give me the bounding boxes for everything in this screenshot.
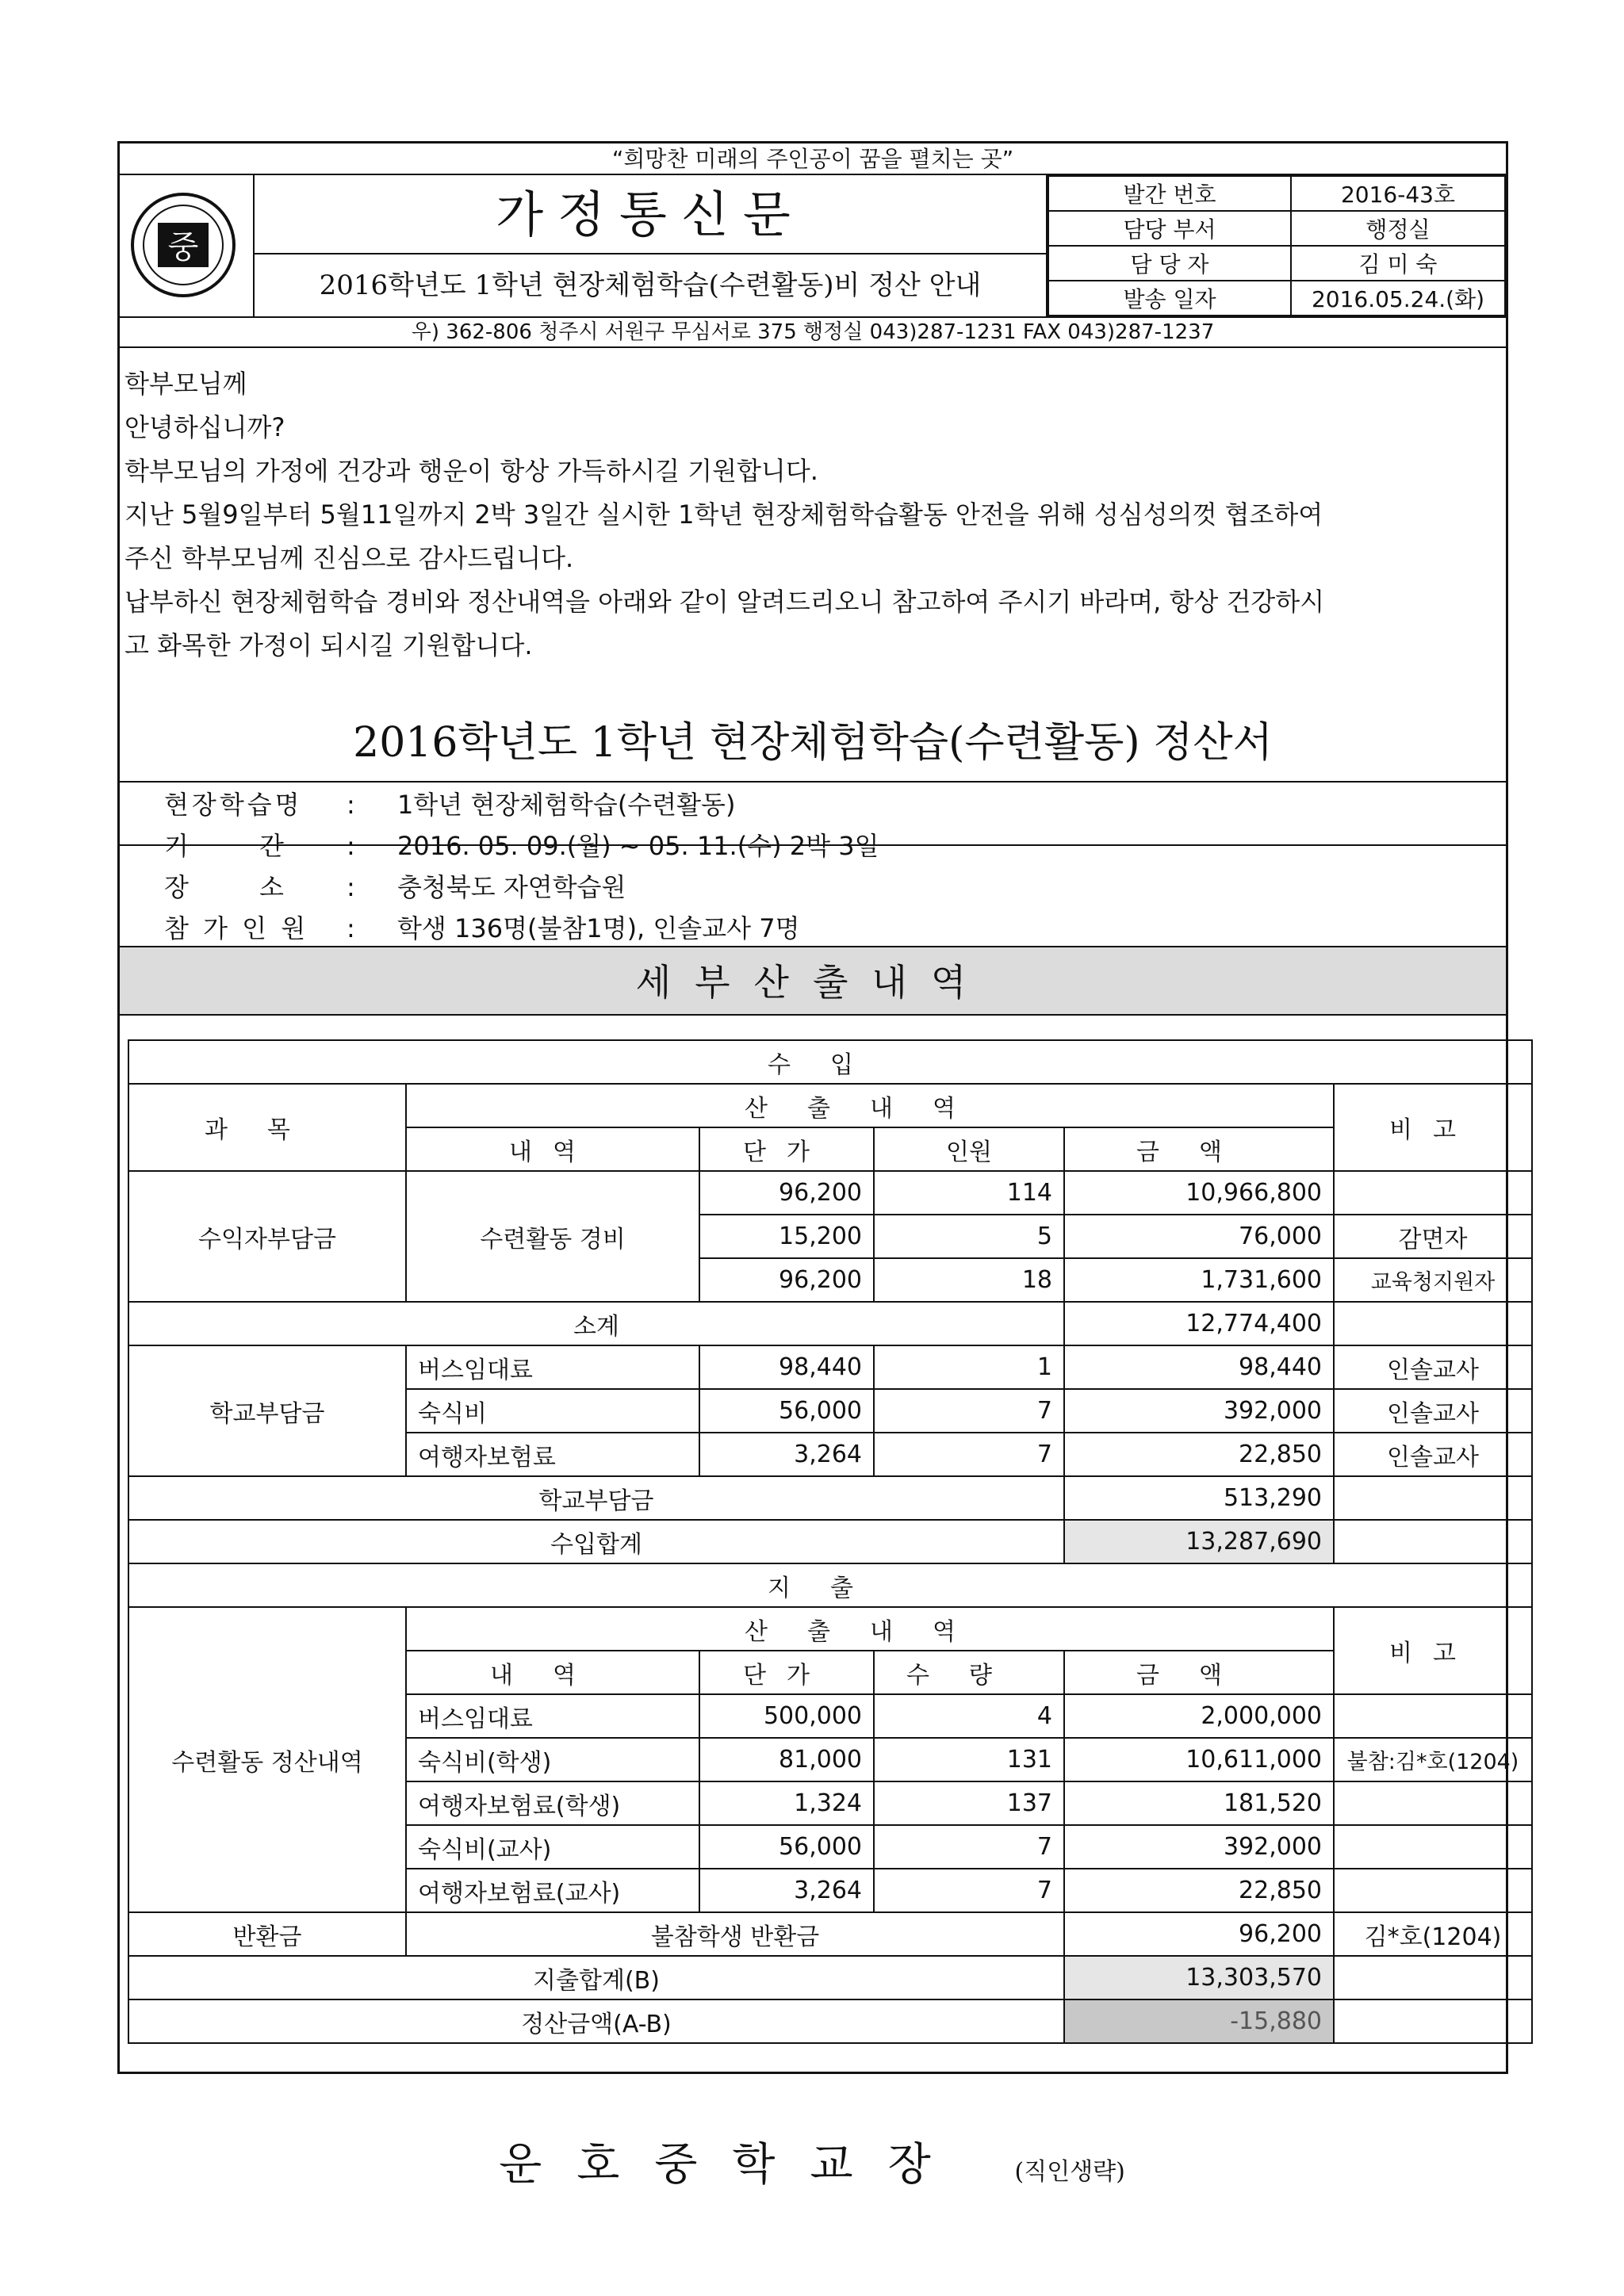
detail-row <box>164 784 1433 825</box>
letter-line: 고 화목한 가정이 되시길 기원합니다. <box>124 630 533 660</box>
col-header-item: 내역 <box>406 1651 699 1694</box>
amount-cell: 76,000 <box>1064 1215 1334 1258</box>
school-motto: “희망찬 미래의 주인공이 꿈을 펼치는 곳” <box>120 144 1506 175</box>
unit-cell: 96,200 <box>699 1171 874 1215</box>
note-cell <box>1334 1520 1532 1563</box>
unit-cell: 96,200 <box>699 1258 874 1302</box>
col-header-subject: 과목 <box>128 1084 406 1171</box>
amount-cell: 98,440 <box>1064 1345 1334 1389</box>
income-self-item: 수련활동 경비 <box>406 1171 699 1302</box>
info-row <box>1048 246 1505 281</box>
subtotal-row <box>128 1302 1532 1345</box>
qty-cell: 7 <box>874 1825 1064 1869</box>
refund-row <box>128 1912 1532 1956</box>
detail-value: 충청북도 자연학습원 <box>397 872 626 902</box>
trip-details <box>164 784 1433 949</box>
info-label: 담당 부서 <box>1048 211 1291 246</box>
unit-cell: 98,440 <box>699 1345 874 1389</box>
note-cell <box>1334 1781 1532 1825</box>
page-title: 가정통신문 <box>255 175 1046 254</box>
detail-row <box>164 825 1433 867</box>
table-row <box>128 1345 1532 1389</box>
info-value: 행정실 <box>1291 211 1505 246</box>
info-label: 담 당 자 <box>1048 246 1291 281</box>
unit-cell: 81,000 <box>699 1738 874 1781</box>
logo-cell <box>120 175 255 316</box>
detail-colon: : <box>347 913 355 943</box>
amount-cell: 392,000 <box>1064 1825 1334 1869</box>
note-cell <box>1334 1825 1532 1869</box>
col-header-amount: 금액 <box>1064 1651 1334 1694</box>
report-title: 2016학년도 1학년 현장체험학습(수련활동) 정산서 <box>120 703 1506 783</box>
subtotal-label: 소계 <box>128 1302 1064 1345</box>
info-row <box>1048 281 1505 316</box>
svg-text:중: 중 <box>167 229 199 266</box>
subtotal-row <box>128 1476 1532 1520</box>
col-header-qty: 수량 <box>874 1651 1064 1694</box>
item-cell: 여행자보험료(교사) <box>406 1869 699 1912</box>
refund-item: 불참학생 반환금 <box>406 1912 1064 1956</box>
letter-line: 납부하신 현장체험학습 경비와 정산내역을 아래와 같이 알려드리오니 참고하여 주시기 바라며, 항상 건강하시 <box>124 587 1325 617</box>
unit-cell: 15,200 <box>699 1215 874 1258</box>
amount-cell: 1,731,600 <box>1064 1258 1334 1302</box>
count-cell: 5 <box>874 1215 1064 1258</box>
detail-label: 장 소 <box>164 872 287 902</box>
col-header-calc: 산출내역 <box>406 1607 1334 1651</box>
col-header-note: 비고 <box>1334 1607 1532 1694</box>
total-row <box>128 1520 1532 1563</box>
note-cell <box>1334 1476 1532 1520</box>
detail-value: 학생 136명(불참1명), 인솔교사 7명 <box>397 913 800 943</box>
subtotal-amount: 12,774,400 <box>1064 1302 1334 1345</box>
document-frame <box>117 141 1519 2074</box>
issue-info-table <box>1048 175 1506 316</box>
item-cell: 숙식비 <box>406 1389 699 1433</box>
detail-row <box>164 908 1433 949</box>
detail-label: 참 가 인 원 <box>164 913 309 943</box>
settlement-row <box>128 1999 1532 2043</box>
col-header-item: 내역 <box>406 1127 699 1171</box>
letter-line: 안녕하십니까? <box>124 412 285 442</box>
income-self-group: 수익자부담금 <box>128 1171 406 1302</box>
letter-line: 주신 학부모님께 진심으로 감사드립니다. <box>124 543 574 573</box>
refund-amount: 96,200 <box>1064 1912 1334 1956</box>
count-cell: 7 <box>874 1389 1064 1433</box>
item-cell: 여행자보험료 <box>406 1433 699 1476</box>
col-header-unit: 단가 <box>699 1651 874 1694</box>
count-cell: 7 <box>874 1433 1064 1476</box>
page-subtitle: 2016학년도 1학년 현장체험학습(수련활동)비 정산 안내 <box>319 270 982 301</box>
col-header-note: 비고 <box>1334 1084 1532 1171</box>
item-cell: 버스임대료 <box>406 1345 699 1389</box>
item-cell: 숙식비(학생) <box>406 1738 699 1781</box>
principal-signature <box>0 2130 1624 2193</box>
item-cell: 버스임대료 <box>406 1694 699 1738</box>
detail-label: 기 간 <box>164 831 287 861</box>
school-total-amount: 513,290 <box>1064 1476 1334 1520</box>
letter-line: 지난 5월9일부터 5월11일까지 2박 3일간 실시한 1학년 현장체험학습활동 안전을 위해 성심성의껏 협조하여 <box>124 499 1323 530</box>
school-total-label: 학교부담금 <box>128 1476 1064 1520</box>
note-cell: 인솔교사 <box>1334 1433 1532 1476</box>
letter-line: 학부모님의 가정에 건강과 행운이 항상 가득하시길 기원합니다. <box>124 456 818 486</box>
header <box>120 175 1506 318</box>
amount-cell: 181,520 <box>1064 1781 1334 1825</box>
expense-group: 수련활동 정산내역 <box>128 1607 406 1912</box>
col-header-unit: 단가 <box>699 1127 874 1171</box>
settlement-table <box>128 1039 1533 2044</box>
detail-value: 2016. 05. 09.(월) ~ 05. 11.(수) 2박 3일 <box>397 831 879 861</box>
note-cell: 인솔교사 <box>1334 1389 1532 1433</box>
detail-value: 1학년 현장체험학습(수련활동) <box>397 790 736 820</box>
count-cell: 18 <box>874 1258 1064 1302</box>
letter-greeting: 학부모님께 <box>124 369 247 399</box>
info-value: 2016-43호 <box>1291 176 1505 211</box>
item-cell: 숙식비(교사) <box>406 1825 699 1869</box>
note-cell: 감면자 <box>1334 1215 1532 1258</box>
income-section-title: 수입 <box>128 1040 1532 1084</box>
section-title: 세부산출내역 <box>120 946 1506 1016</box>
amount-cell: 22,850 <box>1064 1433 1334 1476</box>
col-header-amount: 금액 <box>1064 1127 1334 1171</box>
unit-cell: 56,000 <box>699 1825 874 1869</box>
note-cell <box>1334 1999 1532 2043</box>
col-header-calc: 산출내역 <box>406 1084 1334 1127</box>
principal-name: 운호중학교장 <box>499 2139 966 2191</box>
amount-cell: 10,611,000 <box>1064 1738 1334 1781</box>
detail-colon: : <box>347 831 355 861</box>
seal-note: (직인생략) <box>1014 2158 1125 2186</box>
info-row <box>1048 176 1505 211</box>
info-value: 2016.05.24.(화) <box>1291 281 1505 316</box>
expense-total-label: 지출합계(B) <box>128 1956 1064 1999</box>
info-label: 발간 번호 <box>1048 176 1291 211</box>
note-cell <box>1334 1171 1532 1215</box>
item-cell: 여행자보험료(학생) <box>406 1781 699 1825</box>
detail-colon: : <box>347 872 355 902</box>
note-cell <box>1334 1869 1532 1912</box>
amount-cell: 10,966,800 <box>1064 1171 1334 1215</box>
detail-row <box>164 867 1433 908</box>
amount-cell: 22,850 <box>1064 1869 1334 1912</box>
table-row <box>128 1171 1532 1215</box>
unit-cell: 56,000 <box>699 1389 874 1433</box>
total-row <box>128 1956 1532 1999</box>
note-cell: 교육청지원자 <box>1334 1258 1532 1302</box>
expense-total-amount: 13,303,570 <box>1064 1956 1334 1999</box>
expense-section-title: 지출 <box>128 1563 1532 1607</box>
detail-label: 현장학습명 <box>164 790 303 820</box>
settlement-label: 정산금액(A-B) <box>128 1999 1064 2043</box>
school-address: 우) 362-806 청주시 서원구 무심서로 375 행정실 043)287-1231 FAX 043)287-1237 <box>120 318 1506 348</box>
info-label: 발송 일자 <box>1048 281 1291 316</box>
detail-colon: : <box>347 790 355 820</box>
note-cell <box>1334 1302 1532 1345</box>
count-cell: 1 <box>874 1345 1064 1389</box>
note-cell: 인솔교사 <box>1334 1345 1532 1389</box>
school-logo <box>128 189 239 300</box>
settlement-amount: -15,880 <box>1064 1999 1334 2043</box>
note-cell: 불참:김*호(1204) <box>1334 1738 1532 1781</box>
amount-cell: 2,000,000 <box>1064 1694 1334 1738</box>
amount-cell: 392,000 <box>1064 1389 1334 1433</box>
refund-label: 반환금 <box>128 1912 406 1956</box>
income-total-label: 수입합계 <box>128 1520 1064 1563</box>
unit-cell: 500,000 <box>699 1694 874 1738</box>
unit-cell: 1,324 <box>699 1781 874 1825</box>
refund-note: 김*호(1204) <box>1334 1912 1532 1956</box>
col-header-count: 인원 <box>874 1127 1064 1171</box>
qty-cell: 137 <box>874 1781 1064 1825</box>
qty-cell: 131 <box>874 1738 1064 1781</box>
note-cell <box>1334 1694 1532 1738</box>
info-row <box>1048 211 1505 246</box>
note-cell <box>1334 1956 1532 1999</box>
unit-cell: 3,264 <box>699 1433 874 1476</box>
count-cell: 114 <box>874 1171 1064 1215</box>
title-cell <box>255 175 1048 316</box>
info-value: 김 미 숙 <box>1291 246 1505 281</box>
income-total-amount: 13,287,690 <box>1064 1520 1334 1563</box>
qty-cell: 7 <box>874 1869 1064 1912</box>
qty-cell: 4 <box>874 1694 1064 1738</box>
income-school-group: 학교부담금 <box>128 1345 406 1476</box>
unit-cell: 3,264 <box>699 1869 874 1912</box>
